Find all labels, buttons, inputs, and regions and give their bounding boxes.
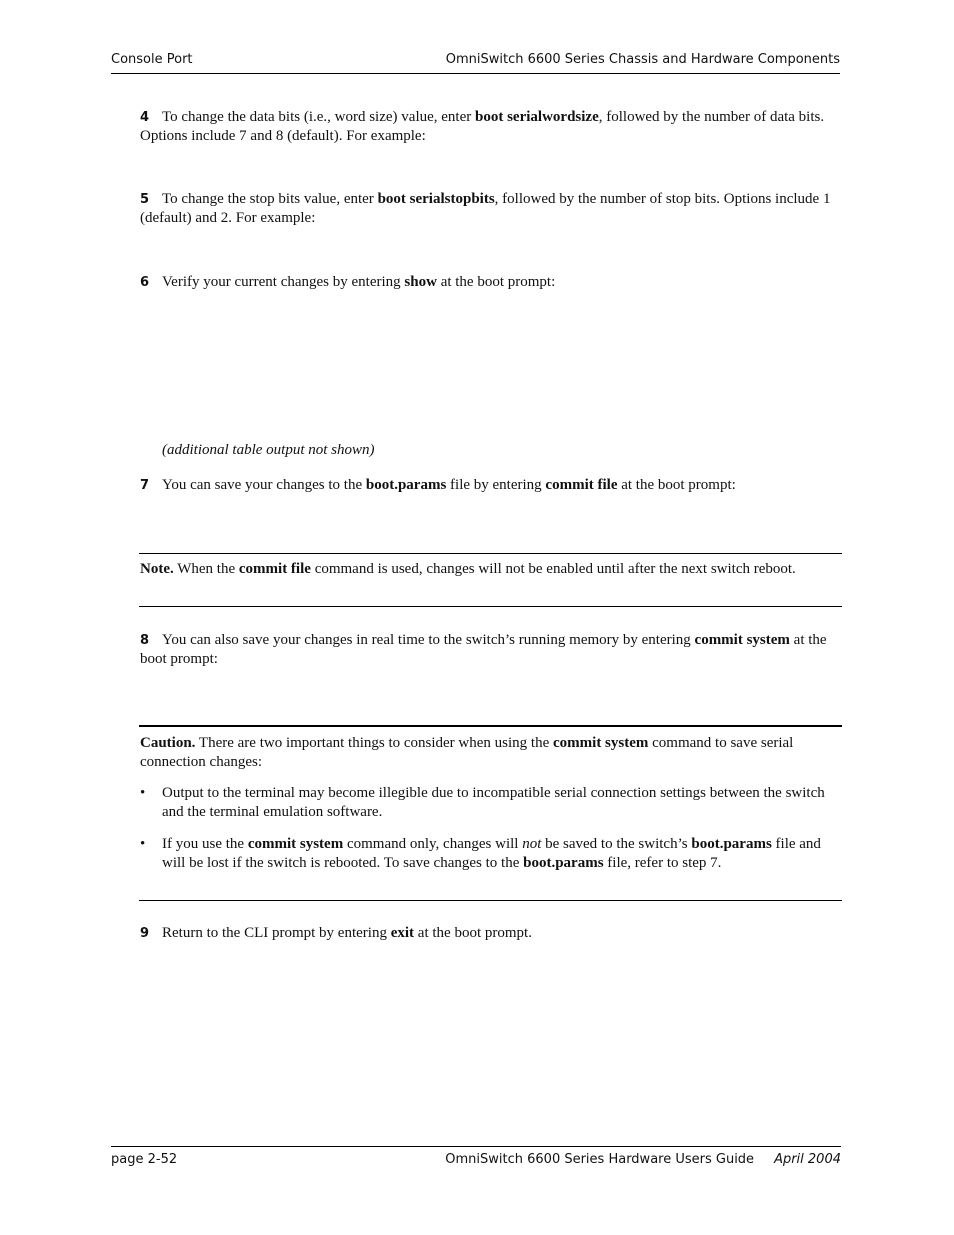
bullet-icon: • [140, 836, 146, 852]
caution-label: Caution. [140, 735, 196, 751]
caution-box [140, 734, 840, 772]
step-text: at the boot prompt: [436, 274, 556, 290]
command-name: exit [390, 925, 415, 941]
additional-output-note [162, 441, 862, 460]
step-number: 7 [140, 478, 150, 493]
caution-bottom-rule [139, 900, 842, 901]
step-number: 6 [140, 275, 150, 290]
bullet-text-part: file and will be lost if the switch is rebooted. To save changes to the [162, 836, 821, 871]
file-name: boot.params [365, 477, 447, 493]
page-number: page 2-52 [111, 1152, 178, 1167]
step-text: at the boot prompt: [617, 477, 736, 493]
step-number: 4 [140, 110, 150, 125]
step-text: file by entering [446, 477, 546, 493]
command-name: commit file [238, 561, 311, 577]
bullet-text-part: file, refer to step 7. [603, 855, 722, 871]
step-9 [140, 924, 840, 943]
note-bottom-rule [139, 606, 842, 607]
step-5 [140, 190, 840, 228]
bullet-text [162, 835, 840, 873]
command-name: commit system [694, 632, 790, 648]
step-8 [140, 631, 840, 669]
step-4 [140, 108, 840, 146]
footer-title [445, 1152, 841, 1167]
publication-date: April 2004 [774, 1152, 841, 1167]
command-name: boot serialstopbits [377, 191, 495, 207]
note-text: When the [173, 561, 239, 577]
command-name: show [404, 274, 437, 290]
caution-text: There are two important things to consider when using the [195, 735, 553, 751]
emphasis: not [522, 836, 542, 852]
command-name: boot serialwordsize [475, 109, 599, 125]
step-text: at the boot prompt: [140, 632, 827, 667]
bullet-icon: • [140, 785, 146, 801]
step-text: To change the data bits (i.e., word size) value, enter [162, 109, 475, 125]
running-header-section: Console Port [111, 52, 193, 67]
step-text: You can also save your changes in real time to the switch’s running memory by entering [162, 632, 695, 648]
step-text: at the boot prompt. [414, 925, 532, 941]
file-name: boot.params [691, 836, 772, 852]
step-6 [140, 273, 840, 292]
step-text: , followed by the number of stop bits. Options include 1 (default) and 2. For example: [140, 191, 831, 226]
step-number: 5 [140, 192, 150, 207]
file-name: boot.params [523, 855, 604, 871]
step-number: 8 [140, 633, 150, 648]
caution-text: command to save serial connection changes: [140, 735, 794, 770]
caution-bullet-1 [140, 784, 840, 822]
step-7 [140, 476, 840, 495]
caution-bullet-2 [140, 835, 840, 873]
step-text: To change the stop bits value, enter [162, 191, 378, 207]
step-number: 9 [140, 926, 150, 941]
bullet-text-part: command only, changes will [343, 836, 523, 852]
command-name: commit file [545, 477, 618, 493]
command-name: commit system [247, 836, 344, 852]
italic-note: (additional table output not shown) [162, 442, 375, 458]
step-text: Return to the CLI prompt by entering [162, 925, 391, 941]
bullet-text-part: be saved to the switch’s [541, 836, 692, 852]
note-label: Note. [140, 561, 174, 577]
step-text: Verify your current changes by entering [162, 274, 405, 290]
footer-rule [111, 1146, 841, 1147]
guide-title: OmniSwitch 6600 Series Hardware Users Guide [445, 1152, 755, 1167]
header-rule [111, 73, 840, 74]
command-name: commit system [553, 735, 649, 751]
note-text: command is used, changes will not be enabled until after the next switch reboot. [310, 561, 796, 577]
bullet-text: Output to the terminal may become illegible due to incompatible serial connection settings between the switch and the terminal emulation software. [162, 785, 825, 820]
note-box [140, 560, 840, 579]
step-text: You can save your changes to the [162, 477, 366, 493]
caution-top-rule [139, 725, 842, 727]
bullet-text-part: If you use the [162, 836, 248, 852]
running-header-title: OmniSwitch 6600 Series Chassis and Hardware Components [445, 52, 840, 67]
step-text: , followed by the number of data bits. Options include 7 and 8 (default). For example: [140, 109, 825, 144]
note-top-rule [139, 553, 842, 554]
